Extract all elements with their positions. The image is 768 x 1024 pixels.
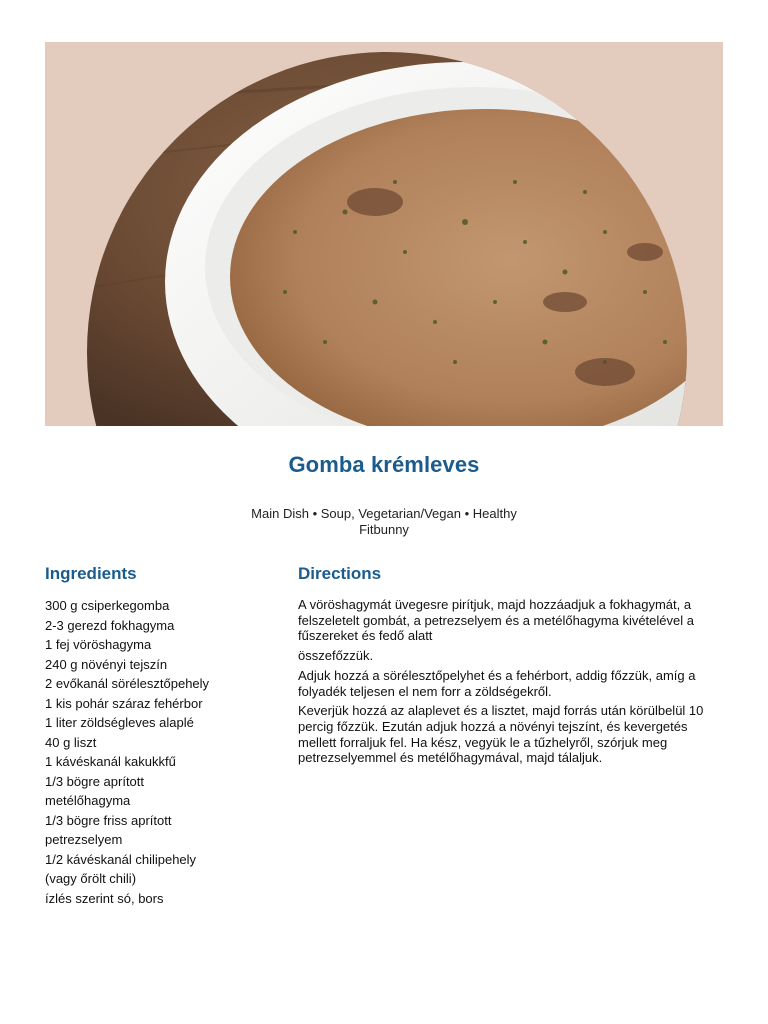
ingredient-item: 40 g liszt bbox=[45, 734, 97, 750]
ingredient-item: ízlés szerint só, bors bbox=[45, 890, 164, 906]
recipe-title: Gomba krémleves bbox=[288, 452, 480, 477]
recipe-author: Fitbunny bbox=[359, 522, 409, 537]
direction-paragraph: A vöröshagymát üvegesre pirítjuk, majd hozzáadjuk a fokhagymát, a felszeletelt gombát, a petrezselyem és a metélőhagyma kivételével a fűszereket és fedő alatt bbox=[298, 597, 694, 644]
ingredient-item: (vagy őrölt chili) bbox=[45, 871, 137, 886]
ingredient-item: petrezselyem bbox=[45, 832, 123, 847]
soup-photo bbox=[45, 42, 723, 426]
directions-text bbox=[298, 597, 726, 770]
ingredient-item: 1/2 kávéskanál chilipehely bbox=[45, 851, 197, 867]
ingredient-item: 300 g csiperkegomba bbox=[45, 598, 170, 613]
recipe-categories: Main Dish • Soup, Vegetarian/Vegan • Healthy bbox=[251, 506, 517, 521]
direction-paragraph: összefőzzük. bbox=[298, 648, 374, 664]
soup-bowl-illustration bbox=[45, 42, 723, 426]
direction-paragraph: Adjuk hozzá a sörélesztőpelyhet és a fehérbort, addig főzzük, amíg a folyadék teljesen el nem forr a zöldségekről. bbox=[298, 667, 696, 699]
ingredient-item: 240 g növényi tejszín bbox=[45, 656, 168, 672]
ingredient-item: 1 kávéskanál kakukkfű bbox=[45, 754, 176, 769]
directions-heading: Directions bbox=[298, 564, 382, 583]
ingredients-list bbox=[45, 596, 245, 908]
ingredient-item: metélőhagyma bbox=[45, 793, 131, 808]
ingredient-item: 1 fej vöröshagyma bbox=[45, 637, 152, 652]
ingredients-heading: Ingredients bbox=[45, 564, 137, 583]
direction-paragraph: Keverjük hozzá az alaplevet és a lisztet, majd forrás után körülbelül 10 percig főzzük. Ezután adjuk hozzá a növényi tejszínt, és kevergetés mellett forraljuk fel. Ha kész, vegyük le a tűzhelyről, szórjuk meg petrezselyemmel és metélőhagymával, majd tálaljuk. bbox=[298, 703, 704, 766]
ingredient-item: 2-3 gerezd fokhagyma bbox=[45, 617, 175, 633]
ingredient-item: 1/3 bögre friss aprított bbox=[45, 812, 172, 828]
ingredient-item: 1/3 bögre aprított bbox=[45, 773, 145, 789]
recipe-meta bbox=[0, 506, 768, 538]
ingredient-item: 1 liter zöldségleves alaplé bbox=[45, 715, 194, 730]
ingredient-item: 2 evőkanál sörélesztőpehely bbox=[45, 676, 210, 691]
ingredient-item: 1 kis pohár száraz fehérbor bbox=[45, 695, 203, 711]
